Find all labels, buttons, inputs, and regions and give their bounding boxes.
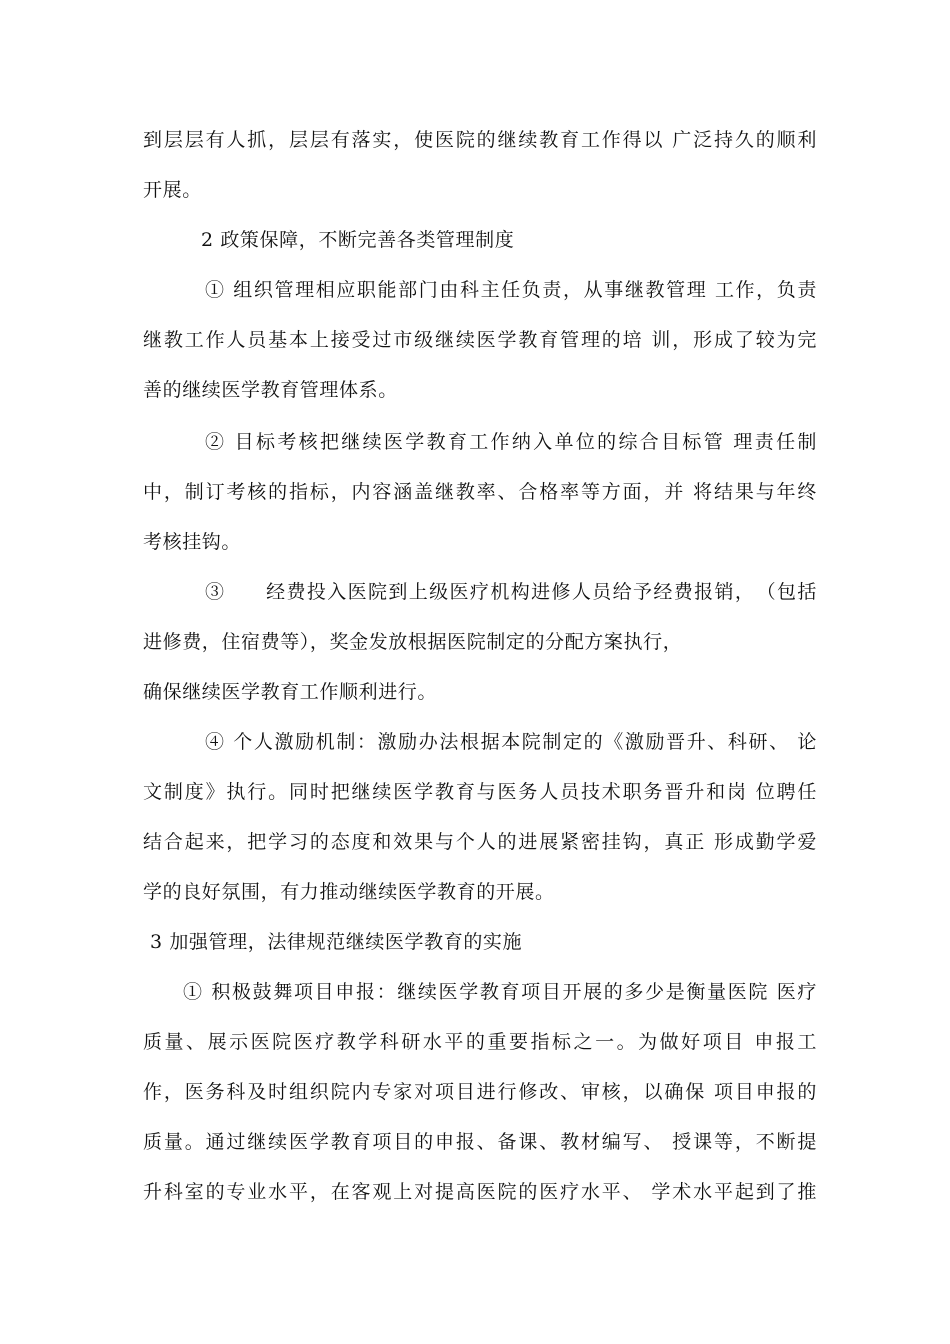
paragraph-line: 作，医务科及时组织院内专家对项目进行修改、审核，以确保 项目申报的 — [143, 1081, 817, 1103]
paragraph-line: 质量。通过继续医学教育项目的申报、备课、教材编写、 授课等，不断提 — [143, 1131, 817, 1153]
paragraph-line: 善的继续医学教育管理体系。 — [143, 379, 398, 401]
paragraph-line: 质量、展示医院医疗教学科研水平的重要指标之一。为做好项目 申报工 — [143, 1031, 817, 1053]
section-heading-3: 3 加强管理，法律规范继续医学教育的实施 — [150, 931, 523, 953]
paragraph-line: 升科室的专业水平，在客观上对提高医院的医疗水平、 学术水平起到了推 — [143, 1181, 817, 1203]
list-item-4-line: ④ 个人激励机制：激励办法根据本院制定的《激励晋升、科研、 论 — [205, 731, 817, 753]
paragraph-line: 学的良好氛围，有力推动继续医学教育的开展。 — [143, 881, 555, 903]
paragraph-line: 中，制订考核的指标，内容涵盖继教率、合格率等方面，并 将结果与年终 — [143, 481, 817, 503]
paragraph-line: 考核挂钩。 — [143, 531, 242, 553]
paragraph-line: 确保继续医学教育工作顺利进行。 — [143, 681, 438, 703]
section-heading-2: 2 政策保障，不断完善各类管理制度 — [201, 229, 515, 251]
list-item-3-line: ③ 经费投入医院到上级医疗机构进修人员给予经费报销， （包括 — [205, 581, 817, 603]
list-item-1-line: ① 积极鼓舞项目申报：继续医学教育项目开展的多少是衡量医院 医疗 — [183, 981, 817, 1003]
paragraph-line: 进修费，住宿费等），奖金发放根据医院制定的分配方案执行， — [143, 631, 683, 653]
paragraph-line: 结合起来，把学习的态度和效果与个人的进展紧密挂钩，真正 形成勤学爱 — [143, 831, 817, 853]
list-item-1-line: ① 组织管理相应职能部门由科主任负责，从事继教管理 工作，负责 — [205, 279, 817, 301]
list-item-2-line: ② 目标考核把继续医学教育工作纳入单位的综合目标管 理责任制 — [205, 431, 817, 453]
paragraph-line: 到层层有人抓，层层有落实，使医院的继续教育工作得以 广泛持久的顺利 — [143, 129, 817, 151]
paragraph-line: 继教工作人员基本上接受过市级继续医学教育管理的培 训，形成了较为完 — [143, 329, 817, 351]
paragraph-line: 开展。 — [143, 179, 202, 201]
paragraph-line: 文制度》执行。同时把继续医学教育与医务人员技术职务晋升和岗 位聘任 — [143, 781, 817, 803]
